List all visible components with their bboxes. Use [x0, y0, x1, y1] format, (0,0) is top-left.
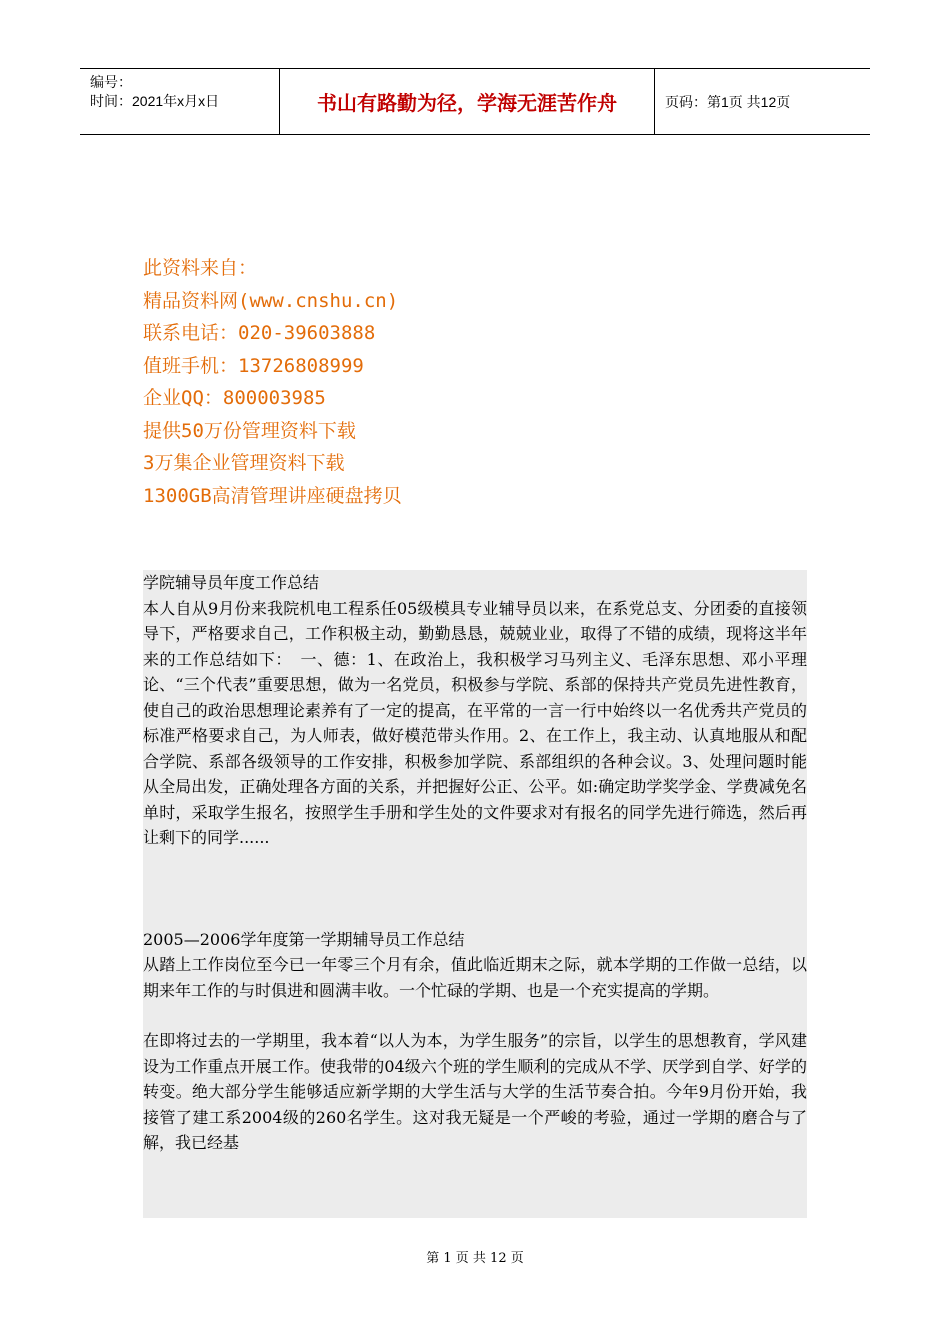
- spacer: [143, 1003, 807, 1028]
- source-line: 精品资料网(www.cnshu.cn): [143, 289, 399, 312]
- source-line: 1300GB高清管理讲座硬盘拷贝: [143, 484, 402, 507]
- number-label: 编号：: [90, 74, 132, 90]
- header-page-code: 页码：第1页 共12页: [665, 93, 791, 110]
- body-paragraph: 本人自从9月份来我院机电工程系任05级模具专业辅导员以来，在系党总支、分团委的直接领导下，严格要求自己，工作积极主动，勤勤恳恳，兢兢业业，取得了不错的成绩，现将这半年来的工作总结如下： 一、德：1、在政治上，我积极学习马列主义、毛泽东思想、邓小平理论、“三个代表”重要思想，做为一名党员，积极参与学院、系部的保持共产党员先进性教育，使自己的政治思想理论素养有了一定的提高，在平常的一言一行中始终以一名优秀共产党员的标准严格要求自己，为人师表，做好模范带头作用。2、在工作上，我主动、认真地服从和配合学院、系部各级领导的工作安排，积极参加学院、系部组织的各种会议。3、处理问题时能从全局出发，正确处理各方面的关系，并把握好公正、公平。如:确定助学奖学金、学费减免名单时，采取学生报名，按照学生手册和学生处的文件要求对有报名的同学先进行筛选，然后再让剩下的同学......: [143, 598, 807, 847]
- document-body: [143, 570, 807, 1218]
- header-motto: 书山有路勤为径，学海无涯苦作舟: [280, 69, 655, 134]
- section-title: 学院辅导员年度工作总结: [143, 573, 320, 592]
- section-title: 2005—2006学年度第一学期辅导员工作总结: [143, 929, 465, 949]
- source-line: 此资料来自：: [143, 257, 258, 279]
- source-line: 值班手机：13726808999: [143, 354, 364, 377]
- body-paragraph: 从踏上工作岗位至今已一年零三个月有余，值此临近期末之际，就本学期的工作做一总结，以期来年工作的与时俱进和圆满丰收。一个忙碌的学期、也是一个充实提高的学期。: [143, 955, 807, 1000]
- document-header: [80, 68, 870, 135]
- source-line: 提供50万份管理资料下载: [143, 419, 356, 442]
- source-line: 3万集企业管理资料下载: [143, 452, 345, 474]
- body-paragraph: 在即将过去的一学期里，我本着“以人为本，为学生服务”的宗旨，以学生的思想教育，学风建设为工作重点开展工作。使我带的04级六个班的学生顺利的完成从不学、厌学到自学、好学的转变。绝大部分学生能够适应新学期的大学生活与大学的生活节奏合拍。今年9月份开始，我接管了建工系2004级的260名学生。这对我无疑是一个严峻的考验，通过一学期的磨合与了解，我已经基: [143, 1031, 807, 1152]
- source-line: 联系电话：020-39603888: [143, 322, 376, 344]
- header-meta: [80, 69, 280, 134]
- time-label: 时间：2021年x月x日: [90, 93, 220, 109]
- spacer: [143, 851, 807, 927]
- source-info: [143, 252, 402, 512]
- source-line: 企业QQ：800003985: [143, 387, 326, 409]
- page-footer: 第 1 页 共 12 页: [426, 1251, 524, 1266]
